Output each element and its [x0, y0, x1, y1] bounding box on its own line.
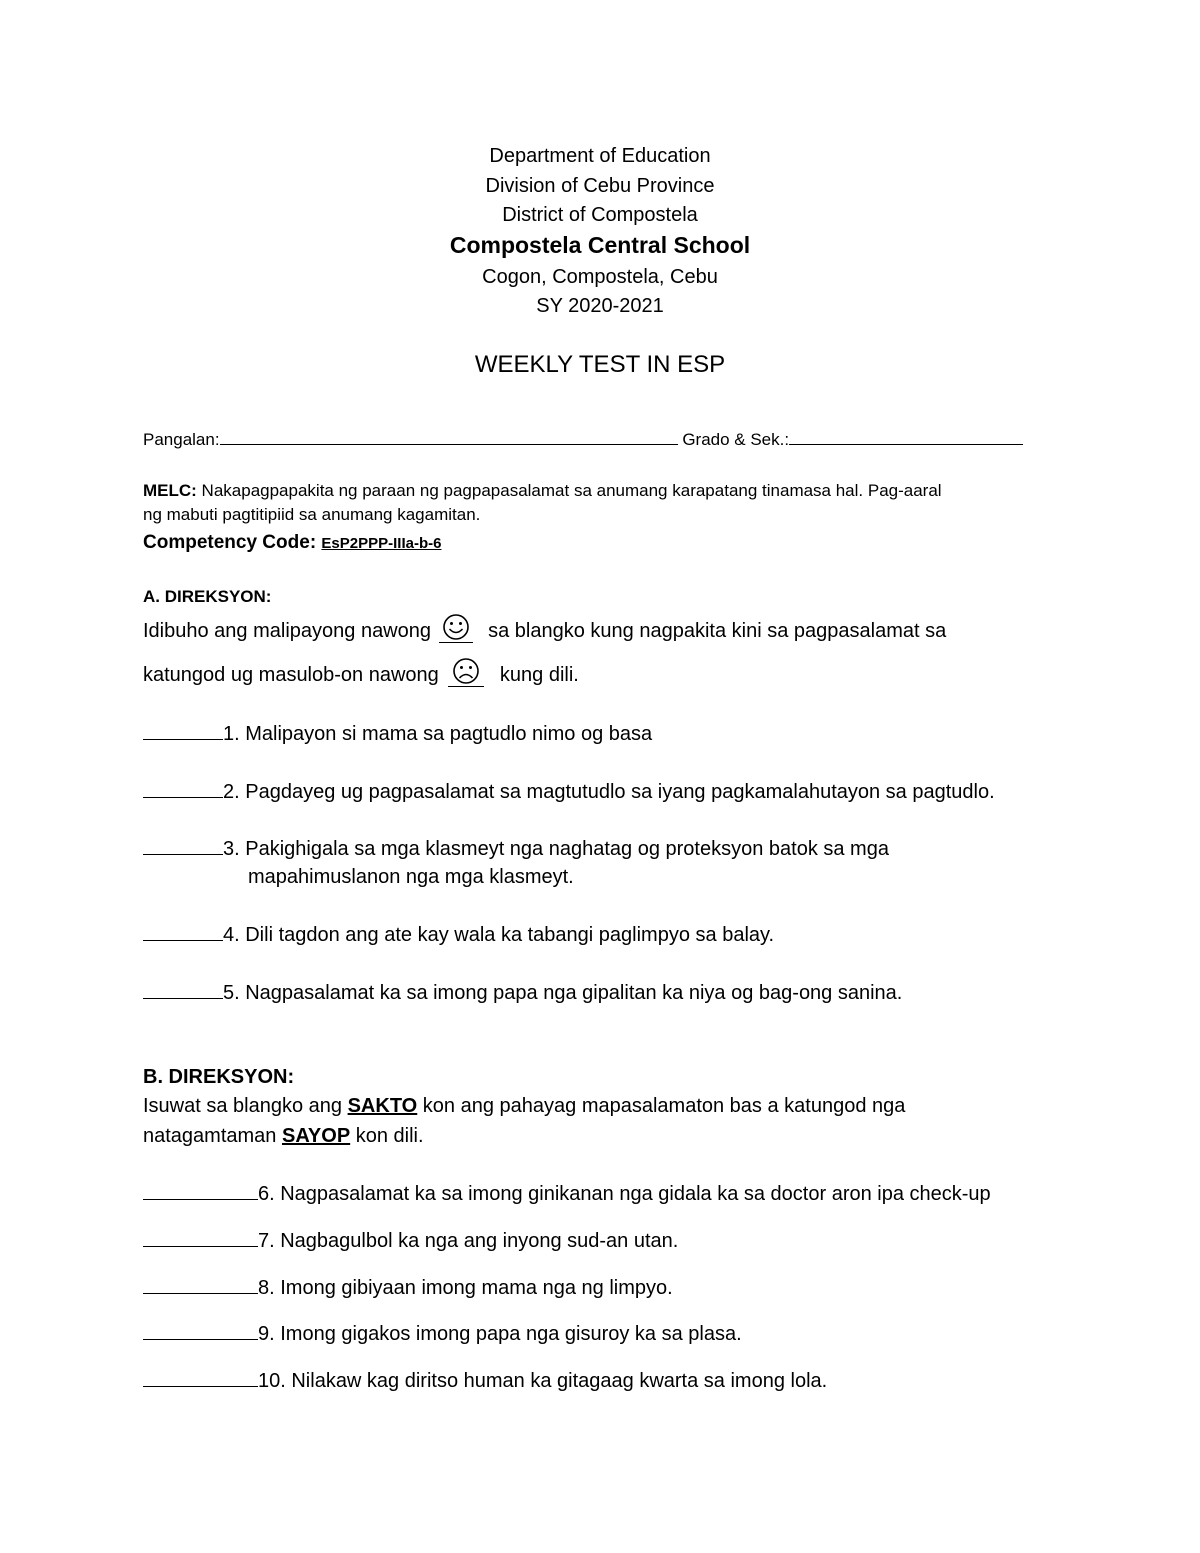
melc-line-1 [143, 480, 942, 502]
section-a-direction-2: katungod ug masulob-on nawong kung dili. [143, 660, 579, 691]
department-line: Department of Education [489, 145, 711, 167]
school-address: Cogon, Compostela, Cebu [482, 266, 718, 288]
section-b-direction-2: natagamtaman SAYOP kon dili. [143, 1125, 424, 1147]
sayop-keyword: SAYOP [281, 1125, 351, 1147]
section-b-item-8: 8. Imong gibiyaan imong mama nga ng limpyo. [143, 1273, 673, 1301]
competency-line: Competency Code: EsP2PPP-IIIa-b-6 [143, 532, 442, 553]
section-b-direction-1: Isuwat sa blangko ang SAKTO kon ang pahayag mapasalamaton bas a katungod nga [143, 1095, 906, 1117]
answer-blank-4[interactable] [143, 920, 223, 941]
section-b-item-6: 6. Nagpasalamat ka sa imong ginikanan nga gidala ka sa doctor aron ipa check-up [143, 1179, 991, 1207]
section-a-direction-1: Idibuho ang malipayong nawong sa blangko kung nagpakita kini sa pagpasalamat sa [143, 616, 946, 647]
section-b-item-7: 7. Nagbagulbol ka nga ang inyong sud-an utan. [143, 1226, 678, 1254]
section-b-item-9: 9. Imong gigakos imong papa nga gisuroy ka sa plasa. [143, 1319, 742, 1347]
name-label: Pangalan: [143, 430, 220, 449]
melc-text-1: Nakapagpapakita ng paraan ng pagpapasalamat sa anumang karapatang tinamasa hal. Pag-aaral [196, 481, 942, 500]
section-a-item-2: 2. Pagdayeg ug pagpasalamat sa magtutudlo sa iyang pagkamalahutayon sa pagtudlo. [143, 777, 995, 805]
answer-blank-2[interactable] [143, 777, 223, 798]
smiley-face-icon [439, 612, 473, 643]
name-field[interactable] [220, 426, 678, 445]
school-name: Compostela Central School [449, 232, 751, 258]
section-a-item-1: 1. Malipayon si mama sa pagtudlo nimo og basa [143, 719, 652, 747]
division-line: Division of Cebu Province [485, 175, 715, 197]
sakto-keyword: SAKTO [347, 1095, 418, 1117]
test-title: WEEKLY TEST IN ESP [474, 351, 726, 378]
frowning-face-icon [448, 656, 484, 687]
competency-code: EsP2PPP-IIIa-b-6 [321, 535, 442, 552]
school-year: SY 2020-2021 [536, 295, 664, 317]
section-a-heading: A. DIREKSYON: [143, 587, 272, 606]
section-a-item-3: 3. Pakighigala sa mga klasmeyt nga naghatag og proteksyon batok sa mga [143, 834, 889, 862]
answer-blank-7[interactable] [143, 1226, 258, 1247]
melc-label: MELC: [143, 481, 197, 500]
section-a-item-4: 4. Dili tagdon ang ate kay wala ka tabangi paglimpyo sa balay. [143, 920, 774, 948]
answer-blank-9[interactable] [143, 1319, 258, 1340]
answer-blank-5[interactable] [143, 978, 223, 999]
answer-blank-6[interactable] [143, 1179, 258, 1200]
district-line: District of Compostela [502, 204, 698, 226]
section-a-item-3-continued: mapahimuslanon nga mga klasmeyt. [248, 866, 574, 888]
answer-blank-10[interactable] [143, 1366, 258, 1387]
melc-line-2: ng mabuti pagtitipiid sa anumang kagamitan. [143, 505, 481, 524]
grade-label: Grado & Sek.: [682, 430, 790, 449]
answer-blank-1[interactable] [143, 719, 223, 740]
name-grade-row [143, 426, 1023, 451]
section-a-item-5: 5. Nagpasalamat ka sa imong papa nga gipalitan ka niya og bag-ong sanina. [143, 978, 902, 1006]
answer-blank-3[interactable] [143, 834, 223, 855]
answer-blank-8[interactable] [143, 1273, 258, 1294]
competency-label: Competency Code [143, 532, 310, 553]
section-b-item-10: 10. Nilakaw kag diritso human ka gitagaag kwarta sa imong lola. [143, 1366, 827, 1394]
grade-section-field[interactable] [789, 426, 1023, 445]
section-b-heading: B. DIREKSYON: [143, 1066, 295, 1088]
